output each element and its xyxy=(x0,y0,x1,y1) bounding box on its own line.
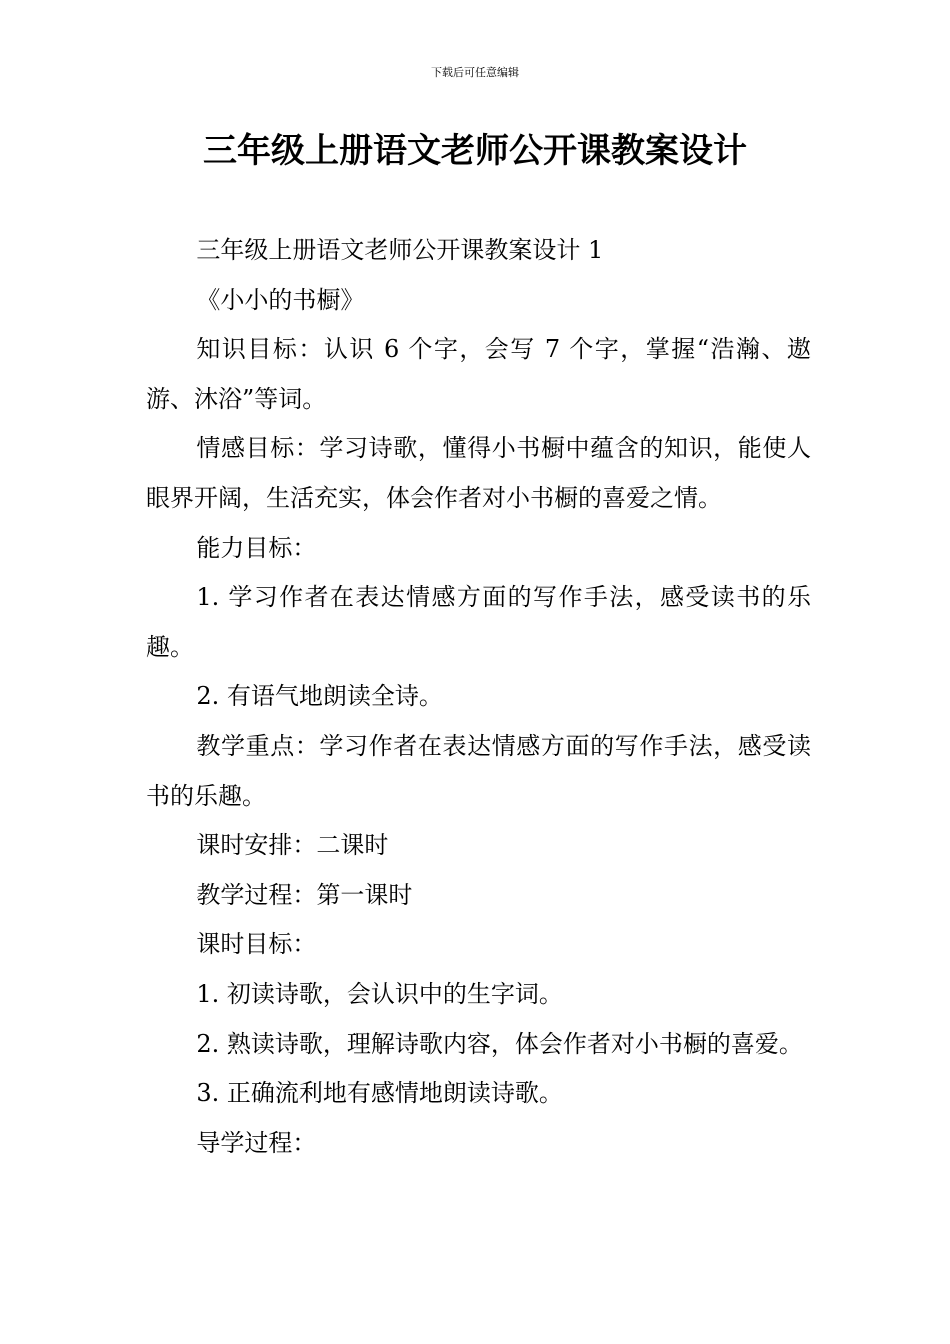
paragraph-guided-process: 导学过程： xyxy=(196,1128,317,1157)
paragraph-ability-goal-heading: 能力目标： xyxy=(196,533,317,562)
page-header-note: 下载后可任意编辑 xyxy=(431,66,519,79)
paragraph-ability-goal-1: 1. 学习作者在表达情感方面的写作手法，感受读书的乐趣。 xyxy=(146,583,811,661)
paragraph-subtitle: 三年级上册语文老师公开课教案设计 1 xyxy=(196,236,604,264)
paragraph-ability-goal-2: 2. 有语气地朗读全诗。 xyxy=(196,682,443,711)
paragraph-lesson-goal-1: 1. 初读诗歌，会认识中的生字词。 xyxy=(196,979,563,1008)
paragraph-teaching-focus: 教学重点：学习作者在表达情感方面的写作手法，感受读书的乐趣。 xyxy=(146,731,811,810)
paragraph-lesson-name: 《小小的书橱》 xyxy=(196,285,365,314)
paragraph-emotion-goal: 情感目标：学习诗歌，懂得小书橱中蕴含的知识，能使人眼界开阔，生活充实，体会作者对小书橱的喜爱之情。 xyxy=(146,434,811,512)
document-body xyxy=(146,226,811,1168)
paragraph-lesson-goals-heading: 课时目标： xyxy=(196,930,317,959)
paragraph-schedule: 课时安排：二课时 xyxy=(196,831,389,860)
paragraph-knowledge-goal: 知识目标：认识 6 个字，会写 7 个字，掌握“浩瀚、遨游、沐浴”等词。 xyxy=(146,335,811,413)
paragraph-lesson-goal-3: 3. 正确流利地有感情地朗读诗歌。 xyxy=(196,1079,563,1108)
document-title: 三年级上册语文老师公开课教案设计 xyxy=(203,131,747,171)
paragraph-lesson-goal-2: 2. 熟读诗歌，理解诗歌内容，体会作者对小书橱的喜爱。 xyxy=(196,1029,803,1058)
paragraph-process: 教学过程：第一课时 xyxy=(196,880,413,909)
